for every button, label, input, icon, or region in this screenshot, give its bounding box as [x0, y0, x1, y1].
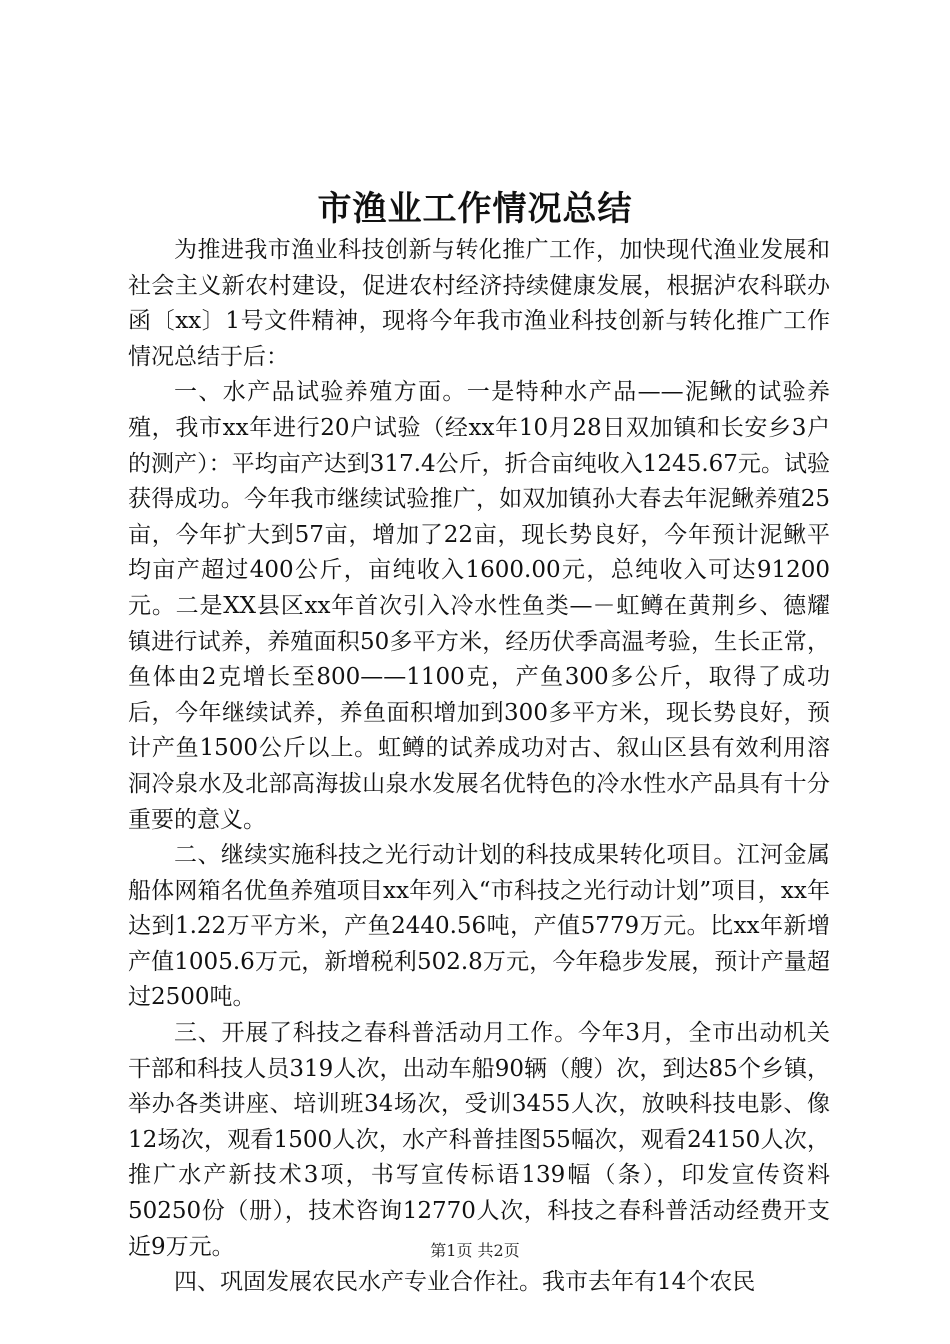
- paragraph-section-3: 三、开展了科技之春科普活动月工作。今年3月，全市出动机关干部和科技人员319人次，出动车船90辆（艘）次，到达85个乡镇，举办各类讲座、培训班34场次，受训3455人次，放映科技电影、像12场次，观看1500人次，水产科普挂图55幅次，观看24150人次，推广水产新技术3项，书写宣传标语139幅（条），印发宣传资料50250份（册），技术咨询12770人次，科技之春科普活动经费开支近9万元。: [128, 1020, 830, 1260]
- paragraph-section-1: 一、水产品试验养殖方面。一是特种水产品——泥鳅的试验养殖，我市xx年进行20户试验（经xx年10月28日双加镇和长安乡3户的测产）：平均亩产达到317.4公斤，折合亩纯收入1245.67元。试验获得成功。今年我市继续试验推广，如双加镇孙大春去年泥鳅养殖25亩，今年扩大到57亩，增加了22亩，现长势良好，今年预计泥鳅平均亩产超过400公斤，亩纯收入1600.00元，总纯收入可达91200元。二是XX县区xx年首次引入冷水性鱼类—－虹鳟在黄荆乡、德耀镇进行试养，养殖面积50多平方米，经历伏季高温考验，生长正常，鱼体由2克增长至800——1100克，产鱼300多公斤，取得了成功后，今年继续试养，养鱼面积增加到300多平方米，现长势良好，预计产鱼1500公斤以上。虹鳟的试养成功对古、叙山区县有效利用溶洞冷泉水及北部高海拔山泉水发展名优特色的冷水性水产品具有十分重要的意义。: [128, 379, 830, 833]
- document-body: [128, 233, 830, 1301]
- document-title: 市渔业工作情况总结: [317, 189, 633, 229]
- page-number-footer: 第1页 共2页: [430, 1241, 520, 1260]
- paragraph-intro: 为推进我市渔业科技创新与转化推广工作，加快现代渔业发展和社会主义新农村建设，促进农村经济持续健康发展，根据泸农科联办函〔xx〕1号文件精神，现将今年我市渔业科技创新与转化推广工作情况总结于后：: [128, 237, 830, 370]
- paragraph-section-2: 二、继续实施科技之光行动计划的科技成果转化项目。江河金属船体网箱名优鱼养殖项目xx年列入“市科技之光行动计划”项目，xx年达到1.22万平方米，产鱼2440.56吨，产值5779万元。比xx年新增产值1005.6万元，新增税利502.8万元，今年稳步发展，预计产量超过2500吨。: [128, 842, 830, 1011]
- paragraph-section-4: 四、巩固发展农民水产专业合作社。我市去年有14个农民: [174, 1269, 756, 1296]
